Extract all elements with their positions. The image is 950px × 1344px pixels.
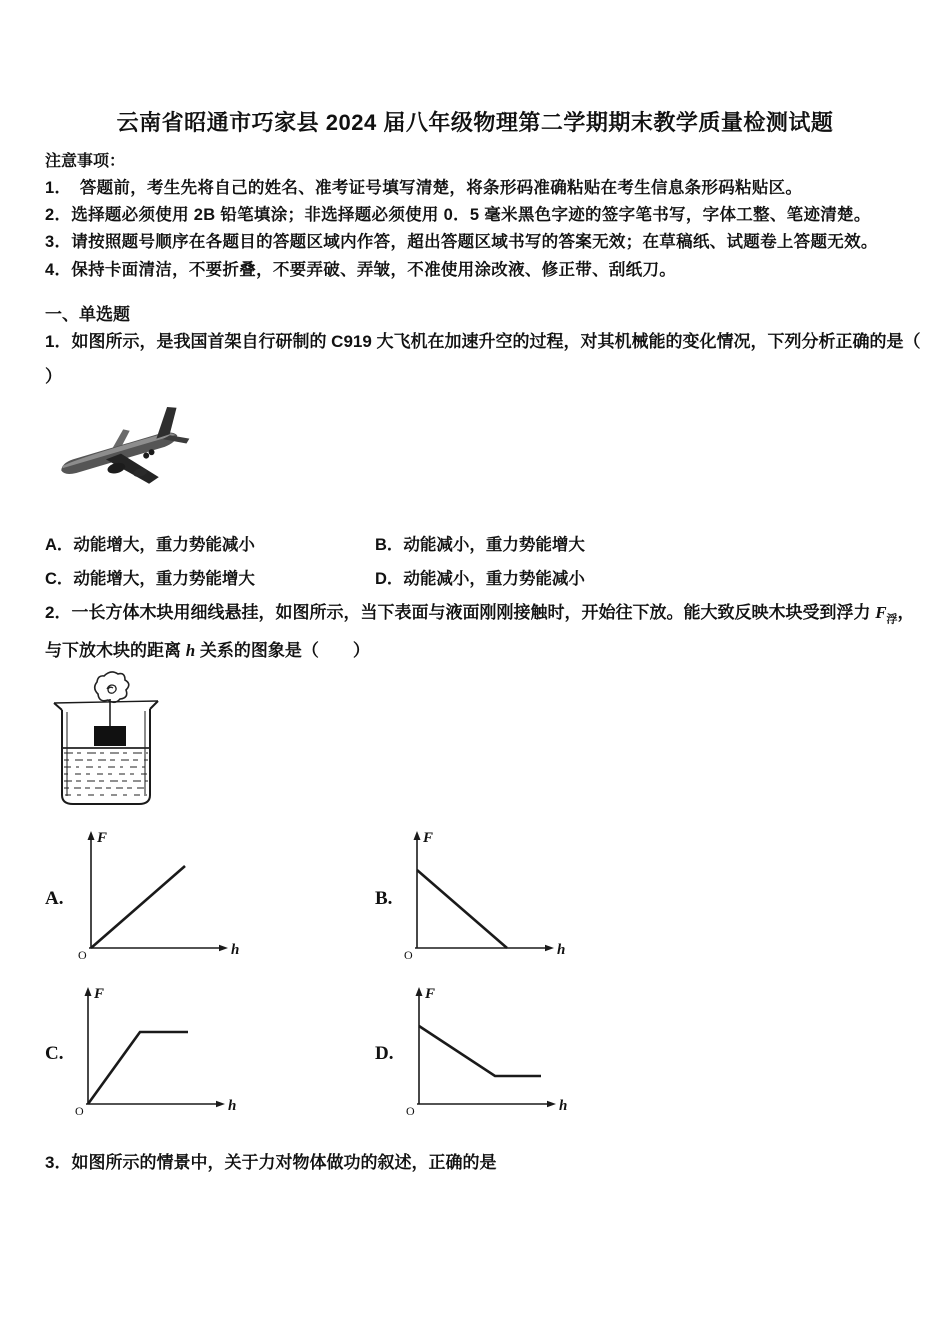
q1-option-c: C．动能增大，重力势能增大 <box>45 570 255 588</box>
y-axis-label: F <box>97 830 108 846</box>
graph-b-plot <box>399 826 574 961</box>
graph-c <box>70 982 245 1117</box>
beaker-figure-icon <box>52 668 167 813</box>
x-axis-label: h <box>559 1098 568 1114</box>
graph-option-a-label: A. <box>45 888 64 909</box>
airplane-icon <box>48 402 208 507</box>
question-2-text-cont <box>45 636 925 661</box>
q1-figure-airplane <box>48 402 208 507</box>
notice-item: 1． 答题前，考生先将自己的姓名、准考证号填写清楚，将条形码准确粘贴在考生信息条形码粘贴区。 <box>45 179 803 197</box>
q2-text2-pre: 与下放木块的距离 <box>45 641 186 660</box>
origin-label: O <box>404 948 413 961</box>
wood-block <box>94 726 126 746</box>
origin-label: O <box>406 1104 415 1117</box>
graph-c-plot <box>70 982 245 1117</box>
graph-a-plot <box>73 826 248 961</box>
notice-item: 3．请按照题号顺序在各题目的答题区域内作答，超出答题区域书写的答案无效；在草稿纸、试题卷上答题无效。 <box>45 233 878 251</box>
question-1-text: 1．如图所示，是我国首架自行研制的 C919 大飞机在加速升空的过程，对其机械能的变化情况，下列分析正确的是（ <box>45 332 921 351</box>
y-axis-label: F <box>94 986 105 1002</box>
hand-icon <box>95 672 129 702</box>
question-3-text: 3．如图所示的情景中，关于力对物体做功的叙述，正确的是 <box>45 1153 497 1172</box>
q1-option-d: D．动能减小，重力势能减小 <box>375 570 585 588</box>
curve-falling-line <box>417 870 507 948</box>
y-axis-label: F <box>425 986 436 1002</box>
x-axis-label: h <box>557 942 566 958</box>
q2-text-comma: ， <box>897 603 915 622</box>
q1-option-a: A．动能增大，重力势能减小 <box>45 536 255 554</box>
graph-d-plot <box>401 982 576 1117</box>
curve-rise-then-flat <box>88 1032 188 1104</box>
q2-figure-beaker <box>52 668 167 813</box>
notice-item: 4．保持卡面清洁，不要折叠，不要弄破、弄皱，不准使用涂改液、修正带、刮纸刀。 <box>45 261 677 279</box>
origin-label: O <box>78 948 87 961</box>
question-1-text-cont: ） <box>45 367 62 386</box>
graph-option-d-label: D. <box>375 1043 394 1064</box>
question-2-text <box>45 598 925 626</box>
page-title: 云南省昭通市巧家县 2024 届八年级物理第二学期期末教学质量检测试题 <box>116 110 834 135</box>
graph-b <box>399 826 574 961</box>
graph-a <box>73 826 248 961</box>
q2-force-subscript: 浮 <box>886 613 898 626</box>
curve-rising-line <box>91 866 185 948</box>
y-axis-label: F <box>423 830 434 846</box>
graph-option-c-label: C. <box>45 1043 64 1064</box>
liquid <box>62 748 150 795</box>
section-heading: 一、单选题 <box>45 305 130 324</box>
notice-heading: 注意事项： <box>45 153 126 170</box>
q2-force-symbol: F <box>875 603 887 622</box>
q2-text-pre: 2．一长方体木块用细线悬挂，如图所示，当下表面与液面刚刚接触时，开始往下放。能大致反映木块受到浮力 <box>45 603 876 622</box>
origin-label: O <box>75 1104 84 1117</box>
q2-text2-end: 关系的图象是（ ） <box>195 641 370 660</box>
q2-h-symbol: h <box>185 641 196 660</box>
x-axis-label: h <box>231 942 240 958</box>
graph-d <box>401 982 576 1117</box>
graph-option-b-label: B. <box>375 888 393 909</box>
notice-item: 2．选择题必须使用 2B 铅笔填涂；非选择题必须使用 0．5 毫米黑色字迹的签字笔书写，字体工整、笔迹清楚。 <box>45 206 871 224</box>
curve-fall-then-flat <box>419 1026 541 1076</box>
q1-option-b: B．动能减小，重力势能增大 <box>375 536 585 554</box>
x-axis-label: h <box>228 1098 237 1114</box>
